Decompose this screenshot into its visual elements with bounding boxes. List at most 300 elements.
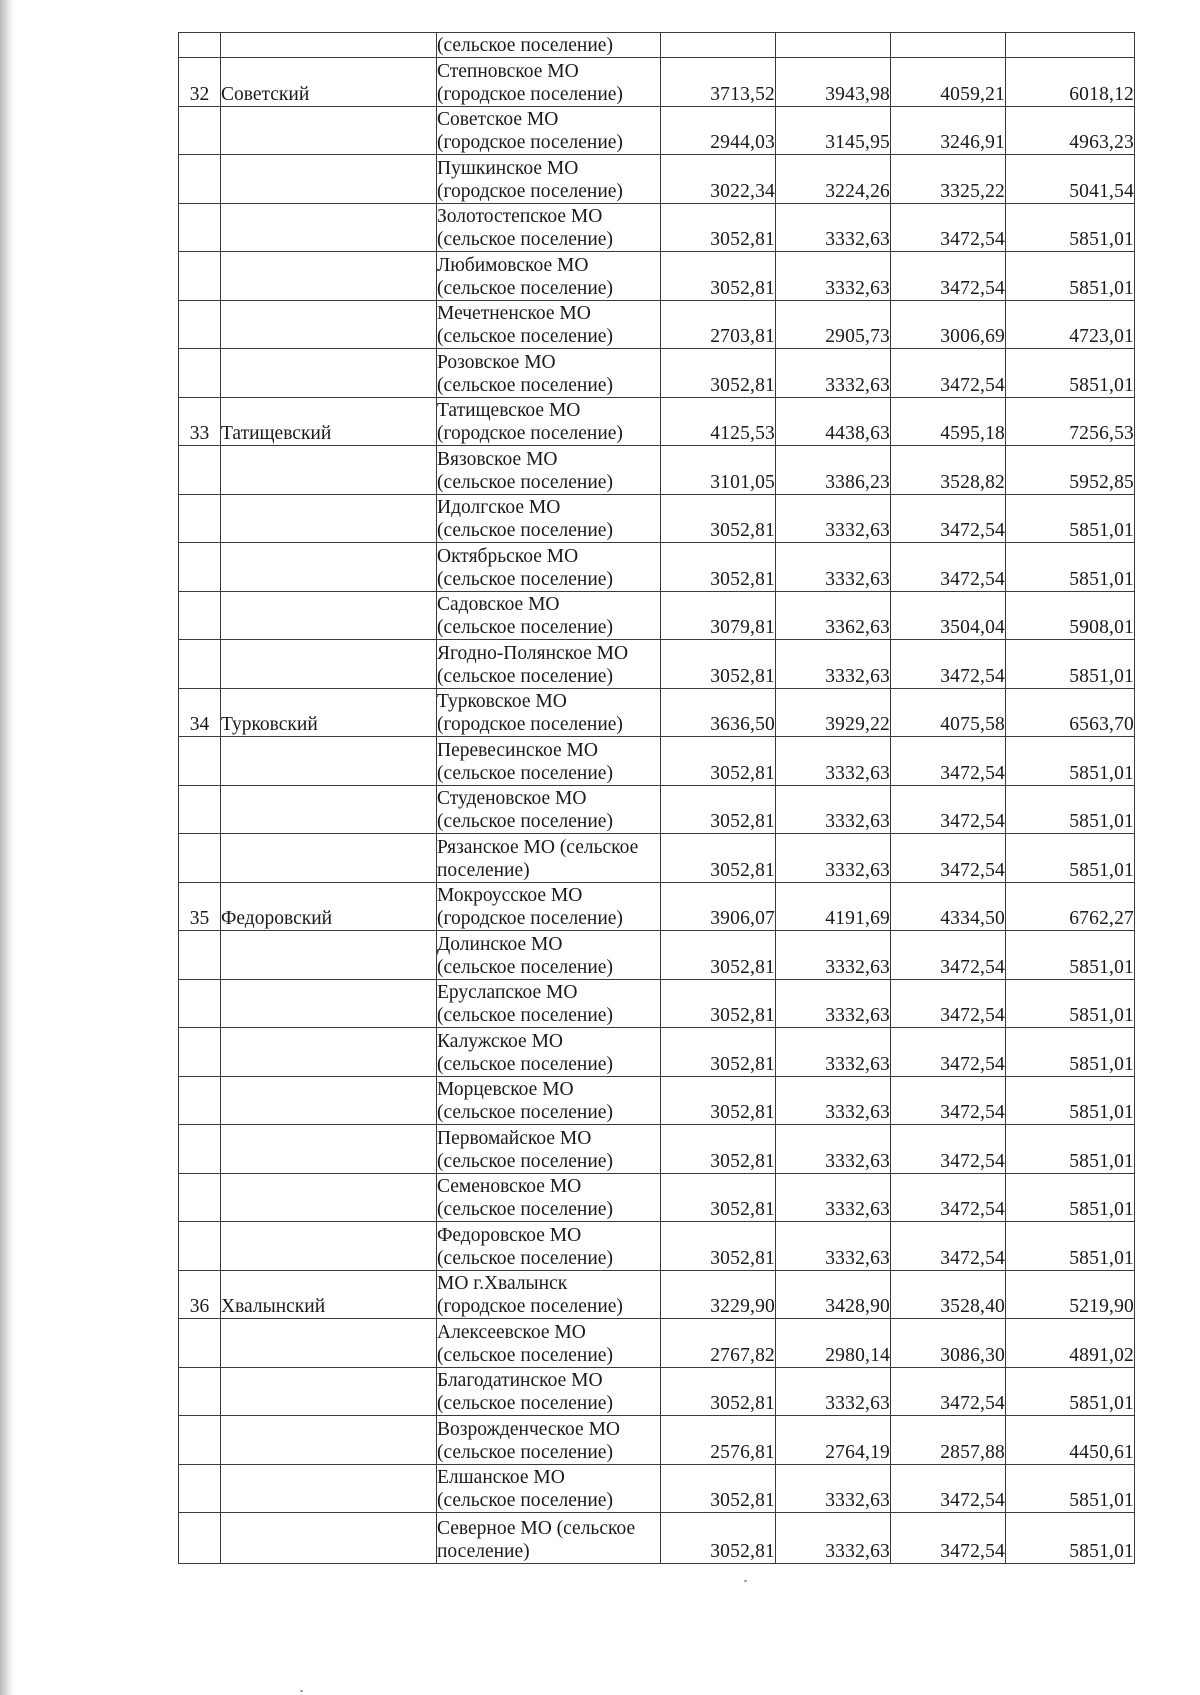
settlement-type: (сельское поселение) bbox=[437, 1344, 613, 1366]
district-name bbox=[221, 1416, 437, 1465]
municipality-name: Турковское МО bbox=[437, 691, 567, 712]
table-row bbox=[179, 397, 1135, 446]
district-name bbox=[221, 446, 437, 495]
value-cell-2: 3332,63 bbox=[776, 1222, 891, 1271]
value-cell-4: 5851,01 bbox=[1006, 834, 1135, 883]
table-row bbox=[179, 834, 1135, 883]
value-cell-1: 2576,81 bbox=[661, 1416, 776, 1465]
municipality-cell bbox=[437, 155, 661, 204]
municipality-name: Калужское МО bbox=[437, 1030, 563, 1052]
settlement-type: (городское поселение) bbox=[437, 180, 623, 202]
municipality-name: Перевесинское МО bbox=[437, 739, 598, 761]
settlement-type: поселение) bbox=[437, 859, 530, 881]
table-row bbox=[179, 737, 1135, 786]
value-cell-4: 5851,01 bbox=[1006, 1367, 1135, 1416]
value-cell-3: 4075,58 bbox=[891, 688, 1006, 737]
municipality-cell bbox=[437, 1367, 661, 1416]
value-cell-3: 3472,54 bbox=[891, 1173, 1006, 1222]
value-cell-3: 3472,54 bbox=[891, 1513, 1006, 1564]
row-number bbox=[179, 106, 221, 155]
table-row bbox=[179, 1028, 1135, 1077]
municipality-cell bbox=[437, 252, 661, 301]
municipality-cell bbox=[437, 1028, 661, 1077]
row-number bbox=[179, 979, 221, 1028]
settlement-type: (сельское поселение) bbox=[437, 1005, 613, 1026]
settlement-type: (сельское поселение) bbox=[437, 1441, 613, 1463]
table-row bbox=[179, 1416, 1135, 1465]
table-row bbox=[179, 155, 1135, 204]
settlement-type: (сельское поселение) bbox=[437, 1490, 613, 1511]
value-cell-2: 3332,63 bbox=[776, 737, 891, 786]
settlement-type: (городское поселение) bbox=[437, 714, 623, 735]
municipality-cell bbox=[437, 640, 661, 689]
value-cell-4: 6018,12 bbox=[1006, 58, 1135, 107]
table-row bbox=[179, 591, 1135, 640]
value-cell-1: 2944,03 bbox=[661, 106, 776, 155]
municipality-name: Вязовское МО bbox=[437, 448, 558, 470]
value-cell-3: 3472,54 bbox=[891, 1367, 1006, 1416]
value-cell-1: 3052,81 bbox=[661, 931, 776, 980]
row-number bbox=[179, 1222, 221, 1271]
municipality-cell bbox=[437, 203, 661, 252]
value-cell-1: 3052,81 bbox=[661, 494, 776, 543]
settlement-type: (сельское поселение) bbox=[437, 811, 613, 832]
row-number bbox=[179, 1367, 221, 1416]
row-number bbox=[179, 1464, 221, 1513]
value-cell-4 bbox=[1006, 33, 1135, 58]
value-cell-2: 3386,23 bbox=[776, 446, 891, 495]
value-cell-4: 5851,01 bbox=[1006, 252, 1135, 301]
value-cell-3: 3086,30 bbox=[891, 1319, 1006, 1368]
value-cell-1: 3052,81 bbox=[661, 979, 776, 1028]
settlement-type: (сельское поселение) bbox=[437, 665, 613, 687]
value-cell-2: 3332,63 bbox=[776, 252, 891, 301]
municipality-cell bbox=[437, 882, 661, 931]
value-cell-1 bbox=[661, 33, 776, 58]
row-number bbox=[179, 349, 221, 398]
table-row bbox=[179, 106, 1135, 155]
value-cell-1: 3636,50 bbox=[661, 688, 776, 737]
municipality-name: Розовское МО bbox=[437, 351, 556, 373]
value-cell-2: 3332,63 bbox=[776, 1367, 891, 1416]
value-cell-1: 3052,81 bbox=[661, 1367, 776, 1416]
district-name bbox=[221, 155, 437, 204]
municipality-cell bbox=[437, 58, 661, 107]
value-cell-2: 3332,63 bbox=[776, 834, 891, 883]
municipality-name: Благодатинское МО bbox=[437, 1370, 603, 1391]
value-cell-3: 3472,54 bbox=[891, 1125, 1006, 1174]
municipality-name: Мокроусское МО bbox=[437, 885, 583, 906]
municipality-cell bbox=[437, 1076, 661, 1125]
value-cell-4: 5219,90 bbox=[1006, 1270, 1135, 1319]
value-cell-4: 6563,70 bbox=[1006, 688, 1135, 737]
value-cell-3: 3472,54 bbox=[891, 785, 1006, 834]
table-row bbox=[179, 58, 1135, 107]
settlement-type: (сельское поселение) bbox=[437, 374, 613, 396]
settlement-type: (сельское поселение) bbox=[437, 229, 613, 250]
municipality-name: Федоровское МО bbox=[437, 1224, 582, 1246]
value-cell-4: 5851,01 bbox=[1006, 1076, 1135, 1125]
value-cell-2: 2980,14 bbox=[776, 1319, 891, 1368]
value-cell-2: 3332,63 bbox=[776, 543, 891, 592]
municipality-cell bbox=[437, 349, 661, 398]
row-number: 32 bbox=[179, 58, 221, 107]
district-name bbox=[221, 640, 437, 689]
value-cell-3: 3472,54 bbox=[891, 737, 1006, 786]
row-number bbox=[179, 834, 221, 883]
value-cell-1: 3052,81 bbox=[661, 1173, 776, 1222]
value-cell-2: 3332,63 bbox=[776, 979, 891, 1028]
district-name: Федоровский bbox=[221, 882, 437, 931]
district-name bbox=[221, 1464, 437, 1513]
value-cell-3: 3504,04 bbox=[891, 591, 1006, 640]
district-name bbox=[221, 1222, 437, 1271]
row-number: 33 bbox=[179, 397, 221, 446]
value-cell-1: 3052,81 bbox=[661, 640, 776, 689]
value-cell-1: 3052,81 bbox=[661, 1125, 776, 1174]
settlement-type: (сельское поселение) bbox=[437, 762, 613, 784]
district-name bbox=[221, 979, 437, 1028]
value-cell-2: 4438,63 bbox=[776, 397, 891, 446]
settlement-type: (сельское поселение) bbox=[437, 1247, 613, 1269]
value-cell-4: 5851,01 bbox=[1006, 640, 1135, 689]
district-name bbox=[221, 543, 437, 592]
district-name bbox=[221, 33, 437, 58]
table-row bbox=[179, 688, 1135, 737]
value-cell-2: 3943,98 bbox=[776, 58, 891, 107]
value-cell-4: 4723,01 bbox=[1006, 300, 1135, 349]
municipality-name: Садовское МО bbox=[437, 594, 560, 615]
value-cell-1: 3052,81 bbox=[661, 737, 776, 786]
municipality-cell bbox=[437, 834, 661, 883]
value-cell-4: 4963,23 bbox=[1006, 106, 1135, 155]
settlement-type: (сельское поселение) bbox=[437, 520, 613, 541]
municipality-cell bbox=[437, 543, 661, 592]
municipality-cell bbox=[437, 1270, 661, 1319]
value-cell-1: 3052,81 bbox=[661, 543, 776, 592]
value-cell-1: 3052,81 bbox=[661, 785, 776, 834]
value-cell-3: 3472,54 bbox=[891, 1028, 1006, 1077]
district-name bbox=[221, 591, 437, 640]
district-name bbox=[221, 931, 437, 980]
value-cell-3: 3472,54 bbox=[891, 349, 1006, 398]
value-cell-4: 4450,61 bbox=[1006, 1416, 1135, 1465]
value-cell-4: 5851,01 bbox=[1006, 203, 1135, 252]
municipality-name: Мечетненское МО bbox=[437, 303, 591, 324]
municipality-name: Морцевское МО bbox=[437, 1079, 574, 1100]
settlement-type: (сельское поселение) bbox=[437, 35, 613, 56]
row-number bbox=[179, 494, 221, 543]
municipality-cell bbox=[437, 737, 661, 786]
municipality-cell bbox=[437, 494, 661, 543]
value-cell-1: 3229,90 bbox=[661, 1270, 776, 1319]
value-cell-3: 3472,54 bbox=[891, 543, 1006, 592]
value-cell-1: 3713,52 bbox=[661, 58, 776, 107]
value-cell-3 bbox=[891, 33, 1006, 58]
value-cell-4: 6762,27 bbox=[1006, 882, 1135, 931]
table-row bbox=[179, 1125, 1135, 1174]
municipality-name: Северное МО (сельское bbox=[437, 1518, 636, 1539]
row-number bbox=[179, 785, 221, 834]
row-number bbox=[179, 203, 221, 252]
value-cell-2: 3929,22 bbox=[776, 688, 891, 737]
district-name bbox=[221, 203, 437, 252]
value-cell-4: 5851,01 bbox=[1006, 1028, 1135, 1077]
value-cell-4: 5851,01 bbox=[1006, 1222, 1135, 1271]
value-cell-1: 3052,81 bbox=[661, 1028, 776, 1077]
district-name: Татищевский bbox=[221, 397, 437, 446]
row-number bbox=[179, 1416, 221, 1465]
municipality-cell bbox=[437, 688, 661, 737]
value-cell-4: 5851,01 bbox=[1006, 1513, 1135, 1564]
row-number bbox=[179, 640, 221, 689]
value-cell-2: 2764,19 bbox=[776, 1416, 891, 1465]
municipality-cell bbox=[437, 106, 661, 155]
value-cell-3: 3472,54 bbox=[891, 931, 1006, 980]
value-cell-3: 3472,54 bbox=[891, 252, 1006, 301]
settlement-type: (сельское поселение) bbox=[437, 277, 613, 299]
value-cell-2: 3332,63 bbox=[776, 1464, 891, 1513]
table-row bbox=[179, 349, 1135, 398]
value-cell-2 bbox=[776, 33, 891, 58]
settlement-type: (сельское поселение) bbox=[437, 1053, 613, 1075]
table-row bbox=[179, 882, 1135, 931]
table-row bbox=[179, 1319, 1135, 1368]
row-number bbox=[179, 931, 221, 980]
value-cell-2: 3362,63 bbox=[776, 591, 891, 640]
value-cell-2: 3332,63 bbox=[776, 1125, 891, 1174]
table-row bbox=[179, 1222, 1135, 1271]
row-number bbox=[179, 446, 221, 495]
table-row bbox=[179, 1464, 1135, 1513]
table-row bbox=[179, 446, 1135, 495]
value-cell-3: 3246,91 bbox=[891, 106, 1006, 155]
value-cell-4: 5908,01 bbox=[1006, 591, 1135, 640]
district-name bbox=[221, 1028, 437, 1077]
row-number: 36 bbox=[179, 1270, 221, 1319]
municipality-name: Рязанское МО (сельское bbox=[437, 836, 639, 858]
scan-speck bbox=[744, 1580, 747, 1582]
settlement-type: (городское поселение) bbox=[437, 1296, 623, 1317]
settlement-type: (городское поселение) bbox=[437, 83, 623, 105]
municipality-cell bbox=[437, 397, 661, 446]
municipality-name: Еруслапское МО bbox=[437, 982, 578, 1003]
row-number bbox=[179, 1028, 221, 1077]
value-cell-1: 3052,81 bbox=[661, 252, 776, 301]
table-row bbox=[179, 1270, 1135, 1319]
district-name bbox=[221, 1125, 437, 1174]
municipality-name: Долинское МО bbox=[437, 933, 563, 955]
settlement-type: (сельское поселение) bbox=[437, 617, 613, 638]
value-cell-3: 4059,21 bbox=[891, 58, 1006, 107]
value-cell-3: 2857,88 bbox=[891, 1416, 1006, 1465]
scan-edge-shadow bbox=[0, 0, 14, 1695]
value-cell-3: 4334,50 bbox=[891, 882, 1006, 931]
settlement-type: (сельское поселение) bbox=[437, 326, 613, 347]
value-cell-4: 5041,54 bbox=[1006, 155, 1135, 204]
table-row bbox=[179, 931, 1135, 980]
value-cell-1: 3906,07 bbox=[661, 882, 776, 931]
municipality-name: Золотостепское МО bbox=[437, 206, 603, 227]
row-number bbox=[179, 33, 221, 58]
row-number bbox=[179, 1125, 221, 1174]
value-cell-4: 5851,01 bbox=[1006, 737, 1135, 786]
row-number bbox=[179, 737, 221, 786]
value-cell-3: 3006,69 bbox=[891, 300, 1006, 349]
municipality-name: Алексеевское МО bbox=[437, 1321, 586, 1343]
value-cell-2: 3224,26 bbox=[776, 155, 891, 204]
municipality-cell bbox=[437, 1222, 661, 1271]
value-cell-4: 5851,01 bbox=[1006, 494, 1135, 543]
value-cell-3: 3472,54 bbox=[891, 1222, 1006, 1271]
value-cell-2: 3332,63 bbox=[776, 203, 891, 252]
municipality-cell bbox=[437, 300, 661, 349]
district-name bbox=[221, 349, 437, 398]
municipality-name: МО г.Хвалынск bbox=[437, 1273, 568, 1294]
district-name bbox=[221, 785, 437, 834]
municipality-cell bbox=[437, 1416, 661, 1465]
municipality-cell bbox=[437, 446, 661, 495]
settlement-type: (городское поселение) bbox=[437, 132, 623, 153]
district-name bbox=[221, 737, 437, 786]
table-row bbox=[179, 252, 1135, 301]
municipality-name: Любимовское МО bbox=[437, 254, 589, 276]
row-number bbox=[179, 1319, 221, 1368]
value-cell-4: 5851,01 bbox=[1006, 1125, 1135, 1174]
municipality-cell bbox=[437, 1513, 661, 1564]
district-name bbox=[221, 834, 437, 883]
value-cell-3: 3472,54 bbox=[891, 494, 1006, 543]
municipality-name: Первомайское МО bbox=[437, 1127, 592, 1149]
municipality-name: Октябрьское МО bbox=[437, 545, 579, 567]
municipality-cell bbox=[437, 1464, 661, 1513]
row-number bbox=[179, 591, 221, 640]
table-body bbox=[179, 33, 1135, 1564]
value-cell-4: 5851,01 bbox=[1006, 1464, 1135, 1513]
value-cell-4: 7256,53 bbox=[1006, 397, 1135, 446]
table-row bbox=[179, 300, 1135, 349]
municipality-cell bbox=[437, 1319, 661, 1368]
district-name: Турковский bbox=[221, 688, 437, 737]
district-name bbox=[221, 1513, 437, 1564]
settlement-type: поселение) bbox=[437, 1541, 530, 1562]
table-row bbox=[179, 1173, 1135, 1222]
value-cell-3: 3325,22 bbox=[891, 155, 1006, 204]
table-row bbox=[179, 785, 1135, 834]
municipality-name: Ягодно-Полянское МО bbox=[437, 642, 629, 664]
row-number bbox=[179, 1076, 221, 1125]
value-cell-1: 3101,05 bbox=[661, 446, 776, 495]
value-cell-2: 3332,63 bbox=[776, 785, 891, 834]
value-cell-4: 5851,01 bbox=[1006, 979, 1135, 1028]
municipality-cell bbox=[437, 979, 661, 1028]
municipality-cell bbox=[437, 785, 661, 834]
value-cell-3: 3472,54 bbox=[891, 1464, 1006, 1513]
value-cell-1: 3052,81 bbox=[661, 203, 776, 252]
district-name bbox=[221, 106, 437, 155]
district-name bbox=[221, 252, 437, 301]
row-number bbox=[179, 300, 221, 349]
district-name bbox=[221, 1367, 437, 1416]
value-cell-1: 3052,81 bbox=[661, 1076, 776, 1125]
value-cell-1: 2767,82 bbox=[661, 1319, 776, 1368]
value-cell-4: 4891,02 bbox=[1006, 1319, 1135, 1368]
value-cell-2: 2905,73 bbox=[776, 300, 891, 349]
row-number bbox=[179, 1173, 221, 1222]
municipality-cell bbox=[437, 1173, 661, 1222]
district-name: Советский bbox=[221, 58, 437, 107]
municipality-name: Семеновское МО bbox=[437, 1176, 582, 1197]
value-cell-3: 3472,54 bbox=[891, 834, 1006, 883]
district-name bbox=[221, 1173, 437, 1222]
table-row bbox=[179, 33, 1135, 58]
settlement-type: (городское поселение) bbox=[437, 423, 623, 444]
value-cell-3: 3472,54 bbox=[891, 1076, 1006, 1125]
row-number: 35 bbox=[179, 882, 221, 931]
value-cell-1: 3079,81 bbox=[661, 591, 776, 640]
settlement-type: (сельское поселение) bbox=[437, 1102, 613, 1123]
municipality-name: Возрожденческое МО bbox=[437, 1418, 620, 1440]
value-cell-2: 3332,63 bbox=[776, 931, 891, 980]
value-cell-2: 3332,63 bbox=[776, 1076, 891, 1125]
municipality-name: Студеновское МО bbox=[437, 788, 587, 809]
district-name bbox=[221, 300, 437, 349]
value-cell-2: 3332,63 bbox=[776, 349, 891, 398]
settlement-type: (сельское поселение) bbox=[437, 956, 613, 978]
table-row bbox=[179, 979, 1135, 1028]
value-cell-4: 5851,01 bbox=[1006, 543, 1135, 592]
value-cell-1: 3052,81 bbox=[661, 1464, 776, 1513]
municipality-cell bbox=[437, 33, 661, 58]
value-cell-2: 4191,69 bbox=[776, 882, 891, 931]
settlement-type: (сельское поселение) bbox=[437, 1199, 613, 1220]
value-cell-3: 3472,54 bbox=[891, 979, 1006, 1028]
value-cell-4: 5851,01 bbox=[1006, 1173, 1135, 1222]
value-cell-1: 3052,81 bbox=[661, 1513, 776, 1564]
municipality-cell bbox=[437, 591, 661, 640]
municipality-name: Татищевское МО bbox=[437, 400, 581, 421]
value-cell-4: 5851,01 bbox=[1006, 349, 1135, 398]
row-number bbox=[179, 1513, 221, 1564]
district-name: Хвалынский bbox=[221, 1270, 437, 1319]
value-cell-3: 3472,54 bbox=[891, 203, 1006, 252]
table-row bbox=[179, 1367, 1135, 1416]
document-page bbox=[178, 32, 1134, 1564]
value-cell-1: 3052,81 bbox=[661, 834, 776, 883]
scan-speck bbox=[300, 1690, 303, 1692]
value-cell-2: 3332,63 bbox=[776, 1173, 891, 1222]
table-row bbox=[179, 543, 1135, 592]
value-cell-1: 2703,81 bbox=[661, 300, 776, 349]
settlement-type: (сельское поселение) bbox=[437, 568, 613, 590]
table-row bbox=[179, 640, 1135, 689]
table-row bbox=[179, 203, 1135, 252]
row-number bbox=[179, 543, 221, 592]
value-cell-1: 3052,81 bbox=[661, 349, 776, 398]
value-cell-2: 3332,63 bbox=[776, 640, 891, 689]
municipality-name: Степновское МО bbox=[437, 60, 579, 82]
table-row bbox=[179, 1513, 1135, 1564]
row-number: 34 bbox=[179, 688, 221, 737]
value-cell-3: 4595,18 bbox=[891, 397, 1006, 446]
value-cell-1: 3022,34 bbox=[661, 155, 776, 204]
municipality-name: Идолгское МО bbox=[437, 497, 561, 518]
value-cell-3: 3528,40 bbox=[891, 1270, 1006, 1319]
settlement-type: (сельское поселение) bbox=[437, 1150, 613, 1172]
value-cell-3: 3528,82 bbox=[891, 446, 1006, 495]
value-cell-2: 3332,63 bbox=[776, 1028, 891, 1077]
value-cell-4: 5952,85 bbox=[1006, 446, 1135, 495]
